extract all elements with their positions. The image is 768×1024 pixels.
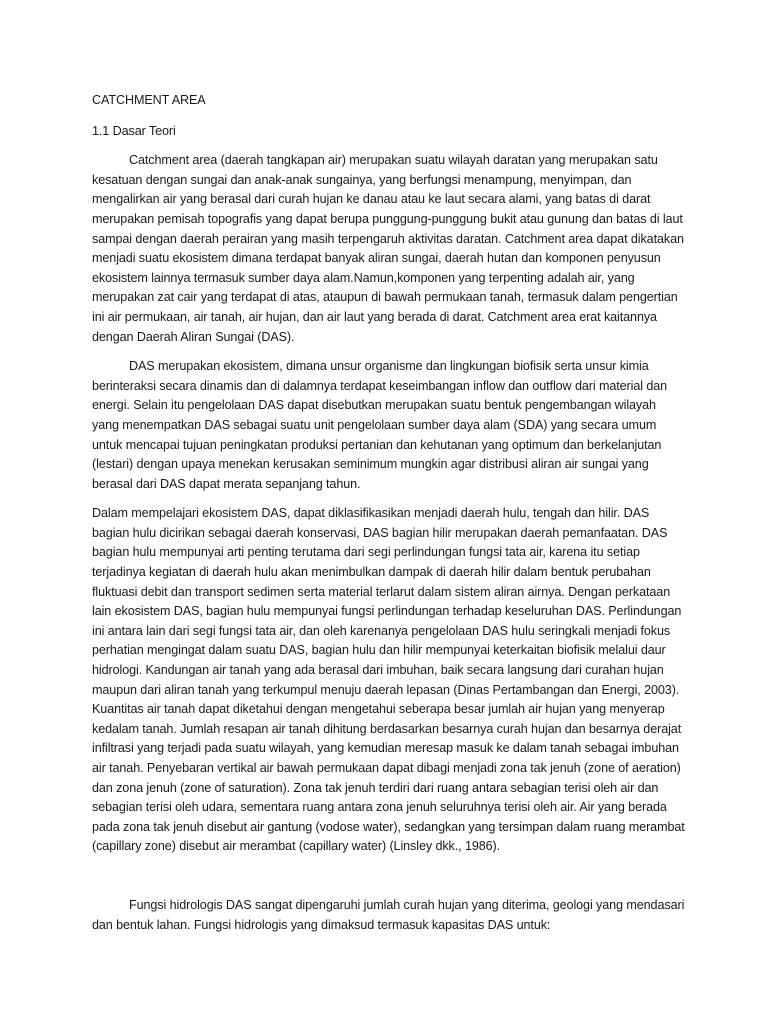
- paragraph-hydrological-function: Fungsi hidrologis DAS sangat dipengaruhi jumlah curah hujan yang diterima, geologi yang mendasari dan bentuk lahan. Fungsi hidrologis yang dimaksud termasuk kapasitas DAS untuk:: [92, 897, 685, 932]
- document-body: [92, 91, 686, 945]
- section-heading: 1.1 Dasar Teori: [92, 123, 176, 138]
- paragraph-das-hulu-hilir: Dalam mempelajari ekosistem DAS, dapat diklasifikasikan menjadi daerah hulu, tengah dan hilir. DAS bagian hulu dicirikan sebagai daerah konservasi, DAS bagian hilir merupakan daerah pemanfaatan. DAS bagian hulu mempunyai arti penting terutama dari segi perlindungan fungsi tata air, karena itu setiap terjadinya kegiatan di daerah hulu akan menimbulkan dampak di daerah hilir dalam bentuk perubahan fluktuasi debit dan transport sedimen serta material terlarut dalam sistem aliran airnya. Dengan perkataan lain ekosistem DAS, bagian hulu mempunyai fungsi perlindungan terhadap keseluruhan DAS. Perlindungan ini antara lain dari segi fungsi tata air, dan oleh karenanya pengelolaan DAS hulu seringkali menjadi fokus perhatian mengingat dalam suatu DAS, bagian hulu dan hilir mempunyai keterkaitan biofisik melalui daur hidrologi. Kandungan air tanah yang ada berasal dari imbuhan, baik secara langsung dari curahan hujan maupun dari aliran tanah yang terkumpul menuju daerah lepasan (Dinas Pertambangan dan Energi, 2003). Kuantitas air tanah dapat diketahui dengan mengetahui seberapa besar jumlah air hujan yang menyerap kedalam tanah. Jumlah resapan air tanah dihitung berdasarkan besarnya curah hujan dan besarnya derajat infiltrasi yang terjadi pada suatu wilayah, yang kemudian meresap masuk ke dalam tanah sebagai imbuhan air tanah. Penyebaran vertikal air bawah permukaan dapat dibagi menjadi zona tak jenuh (zone of aeration) dan zona jenuh (zone of saturation). Zona tak jenuh terdiri dari ruang antara sebagian terisi oleh air dan sebagian terisi oleh udara, sementara ruang antara zona jenuh seluruhnya terisi oleh air. Air yang berada pada zona tak jenuh disebut air gantung (vodose water), sedangkan yang tersimpan dalam ruang merambat (capillary zone) disebut air merambat (capillary water) (Linsley dkk., 1986).: [92, 506, 685, 854]
- paragraph-spacer: [92, 867, 686, 896]
- paragraph-catchment-definition: Catchment area (daerah tangkapan air) merupakan suatu wilayah daratan yang merupakan satu kesatuan dengan sungai dan anak-anak sungainya, yang berfungsi menampung, menyimpan, dan mengalirkan air yang berasal dari curah hujan ke danau atau ke laut secara alami, yang batas di darat merupakan pemisah topografis yang dapat berupa punggung-punggung bukit atau gunung dan batas di laut sampai dengan daerah perairan yang masih terpengaruh aktivitas daratan. Catchment area dapat dikatakan menjadi suatu ekosistem dimana terdapat banyak aliran sungai, daerah hutan dan komponen penyusun ekosistem lainnya termasuk sumber daya alam.Namun,komponen yang terpenting adalah air, yang merupakan zat cair yang terdapat di atas, ataupun di bawah permukaan tanah, termasuk dalam pengertian ini air permukaan, air tanah, air hujan, dan air laut yang berada di darat. Catchment area erat kaitannya dengan Daerah Aliran Sungai (DAS).: [92, 153, 684, 344]
- document-title: CATCHMENT AREA: [92, 93, 206, 107]
- paragraph-das-ecosystem: DAS merupakan ekosistem, dimana unsur organisme dan lingkungan biofisik serta unsur kimia berinteraksi secara dinamis dan di dalamnya terdapat keseimbangan inflow dan outflow dari material dan energi. Selain itu pengelolaan DAS dapat disebutkan merupakan suatu bentuk pengembangan wilayah yang menempatkan DAS sebagai suatu unit pengelolaan sumber daya alam (SDA) yang secara umum untuk mencapai tujuan peningkatan produksi pertanian dan kehutanan yang optimum dan berkelanjutan (lestari) dengan upaya menekan kerusakan seminimum mungkin agar distribusi aliran air sungai yang berasal dari DAS dapat merata sepanjang tahun.: [92, 359, 668, 491]
